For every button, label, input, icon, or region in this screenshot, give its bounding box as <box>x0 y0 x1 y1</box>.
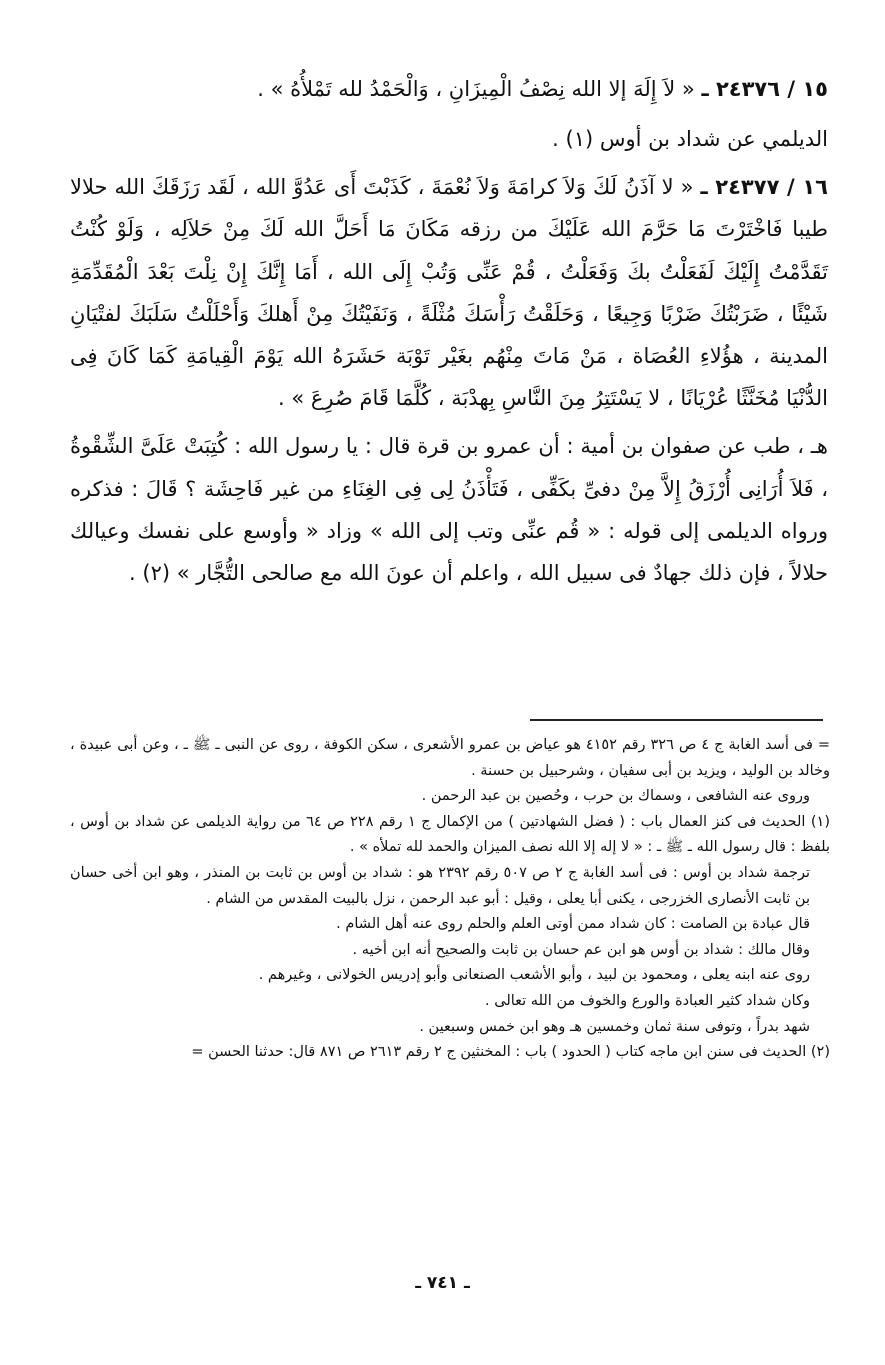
hadith-15-number: ١٥ / ٢٤٣٧٦ ـ <box>701 77 828 101</box>
footnote-2: (٢) الحديث فى سنن ابن ماجه كتاب ( الحدود ) باب : المخنثين ج ٢ رقم ٢٦١٣ ص ٨٧١ قال: حدثنا الحسن = <box>191 1044 830 1061</box>
footnote-line: قال عبادة بن الصامت : كان شداد ممن أوتى العلم والحلم روى عنه أهل الشام . <box>336 916 810 933</box>
footnote-1: (١) الحديث فى كنز العمال باب : ( فضل الشهادتين ) من الإكمال ج ١ رقم ٢٢٨ ص ٦٤ من رواية الديلمى عن شداد بن أوس ، بلفظ : قال رسول الله ـ ﷺ ـ : « لا إله إلا الله نصف الميزان والحمد لله تملأه » . <box>70 813 830 856</box>
hadith-16-text: « لا آذَنُ لَكَ وَلاَ كرامَةَ وَلاَ نُعْمَةَ ، كَذَبْتَ أَى عَدُوَّ الله ، لَقَد رَزَقَكَ الله حلالا طيبا فَاخْتَرْتَ مَا حَرَّمَ الله عَلَيْكَ من رزقه مَكَانَ مَا أَحَلَّ الله لَكَ مِنْ حَلاَلِه ، وَلَوْ كُنْتُ تَقَدَّمْتُ إِلَيْكَ لَفَعَلْتُ بكَ وَفَعَلْتُ ، قُمْ عَنِّى وَتُبْ إِلَى الله ، أَمَا إِنَّكَ إِنْ نِلْتَ بَعْدَ الْمُقَدِّمَةِ شَيْئًا ، ضَرَبْتُكَ ضَرْبًا وَجِيعًا ، وَحَلَقْتُ رَأْسَكَ مُثْلَةً ، وَنَفَيْتُكَ مِنْ أَهلكَ وَأَحْلَلْتُ سَلَبَكَ لفتْيَانِ المدينة ، هؤُلاءِ العُصَاة ، مَنْ مَاتَ مِنْهُم بغَيْر تَوْبَة حَشَرَهُ الله يَوْمَ الْقِيامَةِ كَمَا كَانَ فِى الدُّنْيَا مُخَنَّثًا عُرْيَانًا ، لا يَسْتَتِرُ مِنَ النَّاسِ بِهدْبَة ، كُلَّمَا قَامَ صُرِعَ » . <box>70 175 828 411</box>
footnote-line: شهد بدراً ، وتوفى سنة ثمان وخمسين هـ وهو ابن خمس وسبعين . <box>419 1018 810 1035</box>
footnote-line: روى عنه ابنه يعلى ، ومحمود بن لبيد ، وأبو الأشعب الصنعانى وأبو إدريس الخولانى ، وغيرهم . <box>258 967 810 984</box>
hadith-15-text: « لاَ إِلَهَ إلا الله نِصْفُ الْمِيزَانِ ، وَالْحَمْدُ لله تَمْلأُهُ » . <box>257 77 695 101</box>
hadith-15-source: الديلمي عن شداد بن أوس (١) . <box>552 127 828 151</box>
page-number: ـ ٧٤١ ـ <box>415 1273 470 1293</box>
footnote-line: وروى عنه الشافعى ، وسماك بن حرب ، وحُصين بن عبد الرحمن . <box>421 788 810 805</box>
footnotes <box>70 733 830 1066</box>
footnote-line: ترجمة شداد بن أوس : فى أسد الغابة ج ٢ ص ٥٠٧ رقم ٢٣٩٢ هو : شداد بن أوس بن ثابت بن المنذر ، وهو ابن أخى حسان بن ثابت الأنصارى الخزرجى ، يكنى أبا يعلى ، وقيل : أبو عبد الرحمن ، نزل بالبيت المقدس من الشام . <box>70 864 810 907</box>
hadith-16-number: ١٦ / ٢٤٣٧٧ ـ <box>700 175 828 200</box>
footnote-line: وكان شداد كثير العبادة والورع والخوف من الله تعالى . <box>485 992 810 1009</box>
hadith-16-source: هـ ، طب عن صفوان بن أمية : أن عمرو بن قرة قال : يا رسول الله : كُتِبَتْ عَلَىَّ الشِّقْوةُ ، فَلاَ أُرَانِى أُرْزَقُ إِلاَّ مِنْ دفىِّ بكَفِّى ، فَتَأْذَنُ لِى فِى الغِنَاءِ من غير فَاحِشَة ؟ قَالَ : فذكره ورواه الديلمى إلى قوله : « قُم عنِّى وتب إلى الله » وزاد « وأوسع على نفسك وعيالك حلالاً ، فإن ذلك جهادٌ فى سبيل الله ، واعلم أن عونَ الله مع صالحى التُّجَّار » (٢) . <box>70 434 828 586</box>
hadith-15 <box>70 66 828 112</box>
hadith-16 <box>70 166 828 419</box>
footnote-divider <box>530 719 823 721</box>
main-text <box>70 66 828 600</box>
footnote-line: = فى أسد الغابة ج ٤ ص ٣٢٦ رقم ٤١٥٢ هو عياض بن عمرو الأشعرى ، سكن الكوفة ، روى عن النبى ـ ﷺ ـ ، وعن أبى عبيدة ، وخالد بن الوليد ، ويزيد بن أبى سفيان ، وشرحبيل بن حسنة . <box>70 737 830 779</box>
footnote-line: وقال مالك : شداد بن أوس هو ابن عم حسان بن ثابت والصحيح أنه ابن أخيه . <box>352 941 810 958</box>
